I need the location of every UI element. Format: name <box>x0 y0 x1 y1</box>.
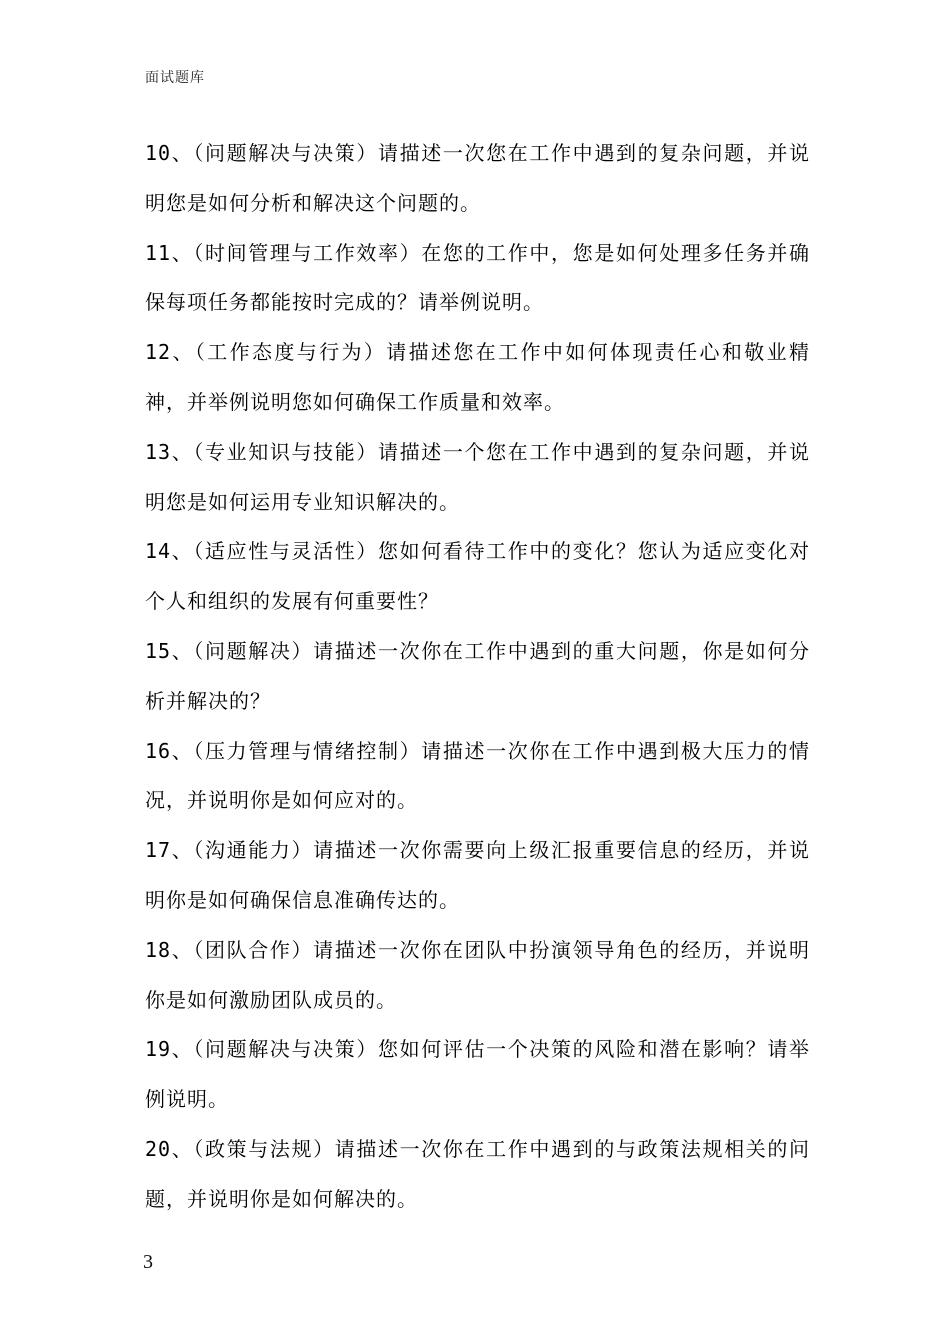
question-item <box>145 727 810 827</box>
question-number: 18、 <box>145 937 194 962</box>
question-text: （问题解决与决策）您如何评估一个决策的风险和潜在影响？请举例说明。 <box>145 1037 810 1112</box>
question-text: （工作态度与行为）请描述您在工作中如何体现责任心和敬业精神，并举例说明您如何确保工作质量和效率。 <box>145 340 810 414</box>
question-number: 19、 <box>145 1037 194 1062</box>
question-text: （专业知识与技能）请描述一个您在工作中遇到的复杂问题，并说明您是如何运用专业知识解决的。 <box>145 439 810 514</box>
question-number: 17、 <box>145 838 194 863</box>
page-number: 3 <box>143 1251 153 1273</box>
question-text: （适应性与灵活性）您如何看待工作中的变化？您认为适应变化对个人和组织的发展有何重要性？ <box>145 539 810 614</box>
question-item <box>145 129 810 229</box>
question-number: 16、 <box>145 738 194 763</box>
question-list <box>145 129 810 1225</box>
question-text: （问题解决）请描述一次你在工作中遇到的重大问题，你是如何分析并解决的？ <box>145 638 810 713</box>
question-item <box>145 229 810 329</box>
question-item <box>145 328 810 428</box>
question-number: 13、 <box>145 439 194 464</box>
question-item <box>145 428 810 528</box>
question-text: （沟通能力）请描述一次你需要向上级汇报重要信息的经历，并说明你是如何确保信息准确传达的。 <box>145 838 810 912</box>
question-item <box>145 627 810 727</box>
question-item <box>145 926 810 1026</box>
question-text: （压力管理与情绪控制）请描述一次你在工作中遇到极大压力的情况，并说明你是如何应对的。 <box>145 738 810 813</box>
question-text: （时间管理与工作效率）在您的工作中，您是如何处理多任务并确保每项任务都能按时完成的？请举例说明。 <box>145 240 810 315</box>
question-text: （政策与法规）请描述一次你在工作中遇到的与政策法规相关的问题，并说明你是如何解决的。 <box>145 1136 810 1211</box>
question-item <box>145 826 810 926</box>
question-number: 15、 <box>145 638 194 663</box>
page-header: 面试题库 <box>145 70 205 86</box>
question-item <box>145 1025 810 1125</box>
question-text: （团队合作）请描述一次你在团队中扮演领导角色的经历，并说明你是如何激励团队成员的。 <box>145 937 810 1012</box>
question-item <box>145 527 810 627</box>
question-number: 12、 <box>145 340 195 365</box>
question-text: （问题解决与决策）请描述一次您在工作中遇到的复杂问题，并说明您是如何分析和解决这个问题的。 <box>145 141 810 215</box>
question-number: 11、 <box>145 240 194 265</box>
question-number: 10、 <box>145 141 194 165</box>
question-number: 20、 <box>145 1136 194 1161</box>
question-item <box>145 1125 810 1225</box>
question-number: 14、 <box>145 539 194 564</box>
